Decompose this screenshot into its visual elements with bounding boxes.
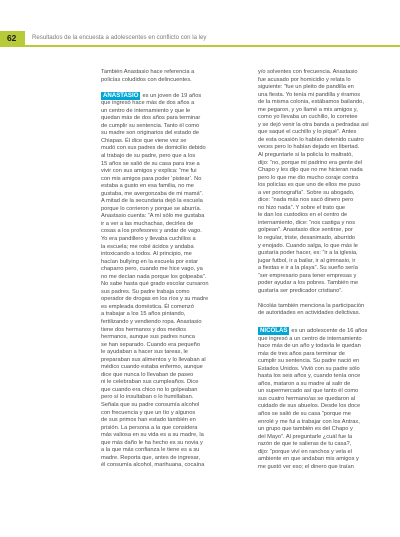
name-tag-nicolas: NICOLÁS xyxy=(260,327,288,334)
page-number: 62 xyxy=(7,33,17,43)
nicolas-profile xyxy=(258,327,400,471)
nicolas-first-line: es un adolescente de 16 años xyxy=(291,328,368,334)
header-rule xyxy=(0,45,400,47)
nicolas-section xyxy=(258,327,400,471)
paragraph-spacer xyxy=(258,295,400,303)
anastasio-continuation: y/o solventes con frecuencia. Anastasio fue acusado por homicidio y relata lo siguiente: “fue un pleito de pandilla en una fiesta. Yo tenía mi pandilla y éramos de la misma colonia, estábamos bailando, me pegaron, y yo llamé a mis amigos y, como yo llevaba un cuchillo, lo corretee y se dejó venir la otra banda a pedradas así que saqué el cuchillo y lo piqué”. Antes de esta ocasión lo habían detenido cuatro veces pero lo habían dejado en libertad. Al preguntarle si la policía lo maltrató, dijo: “no, porque mi padrino era gente del Chapo y les dijo que no me hicieran nada pero lo que me dio mucho coraje contra los policías es que uno de ellos me puso a ver pornografía”. Sobre su abogado, dice: “nada más nos sacó dinero pero no hizo nada”. Y sobre el trato que le dan los custodios en el centro de internamiento, dice: “nos castiga y nos golpean”. Anastasio dice sentirse, por lo regular, triste, desanimado, aburrido y enojado. Cuando salga, lo que más le gustaría poder hacer, es: “ir a la iglesia, jugar futbol, ir a bailar, ir al gimnasio, ir a fiestas e ir a la playa”. Su sueño sería “ser empresario para tener empresas y poder ayudar a los pobres. También me gustaría ser predicador cristiano”. xyxy=(258,69,369,294)
anastasio-profile xyxy=(101,92,257,470)
right-column xyxy=(258,69,400,470)
anastasio-body: que ingresó hace más de dos años a un centro de internamiento y que le quedan más de dos años para terminar de cumplir su sentencia. Tanto él como su madre son originarios del estado de Chiapas. Él dice que viene vez se mudó con sus padres de domicilio debido al trabajo de su padre, pero que a los 15 años se salió de su casa para irse a vivir con sus amigos y explica: “me fui con mis amigos para poder ‘pistear’. No estaba a gusto en esa familia, no me gustaba, me avergonzaba de mi mamá”. A mitad de la secundaria dejó la escuela porque lo corrieron y porque se aburría. Anastasio cuenta: “A mí sólo me gustaba ir a ver a las muchachas, decirles de cosas a los profesores y andar de vago. Yo era pandillero y llevaba cuchillos a la escuela; me robé ácidos y andaba intoxicando a todos. Al principio, me hacían bullying en la escuela por estar chaparro pero, cuando me hice vago, ya no me decían nada porque los golpeaba”. No sabe hasta qué grado escolar cursaron sus padres. Su padre trabaja como operador de drogas en los ríos y su madre es empleada doméstica. Él comenzó a trabajar a los 15 años pintando, fertilizando y vendiendo ropa. Anastasio tiene dos hermanos y dos medios hermanos, aunque sus padres nunca se han separado. Cuando era pequeño le ayudaban a hacer sus tareas, le preparaban sus alimentos y lo llevaban al médico cuando estaba enfermo, aunque dice que nunca lo llevaban de paseo ni le celebraban sus cumpleaños. Dice que cuando era chico no lo golpeaban pero sí lo insultaban o lo humillaban. Señala que su padre consumía alcohol con frecuencia y que un tío y algunos de sus primos han estado también en prisión. La persona a la que considera más valiosa en su vida es a su madre, la que más daño le ha hecho es su novia y a la que más confianza le tiene es a su madre. Reporta que, antes de ingresar, él consumía alcohol, marihuana, cocaína xyxy=(101,100,209,469)
nicolas-intro: Nicolás también menciona la participación de autoridades en actividades delictivas. xyxy=(258,302,365,317)
paragraph-spacer xyxy=(101,84,257,92)
nicolas-body: que ingresó a un centro de internamiento hace más de un año y todavía le quedan más de tres años para terminar de cumplir su sentencia. Su padre nació en Estados Unidos. Vivió con su padre sólo hasta los seis años y, cuando tenía once años, mataron a su madre al salir de un supermercado así que tanto él como sus cuatro hermano/as se quedaron al cuidado de sus abuelos. Desde los doce años se salió de su casa “porque me enrolé y me fui a trabajar con los Antrax, un grupo que también es del Chapo y del Mayo”. Al preguntarle ¿cuál fue la razón de que te salieras de tu casa?, dijo: “porque viví en ranchos y vela el ambiente en que andaban mis amigos y me gustó ver eso; el dinero que traían xyxy=(258,335,362,470)
left-column xyxy=(101,69,257,470)
running-title: Resultados de la encuesta a adolescentes en conflicto con la ley xyxy=(32,34,207,41)
page-header xyxy=(0,0,400,72)
anastasio-first-line: es un joven de 19 años xyxy=(142,92,202,99)
name-tag-anastasio: ANASTASIO xyxy=(103,91,139,99)
anastasio-intro: También Anastasio hace referencia a policías coludidos con delincuentes. xyxy=(101,69,195,83)
